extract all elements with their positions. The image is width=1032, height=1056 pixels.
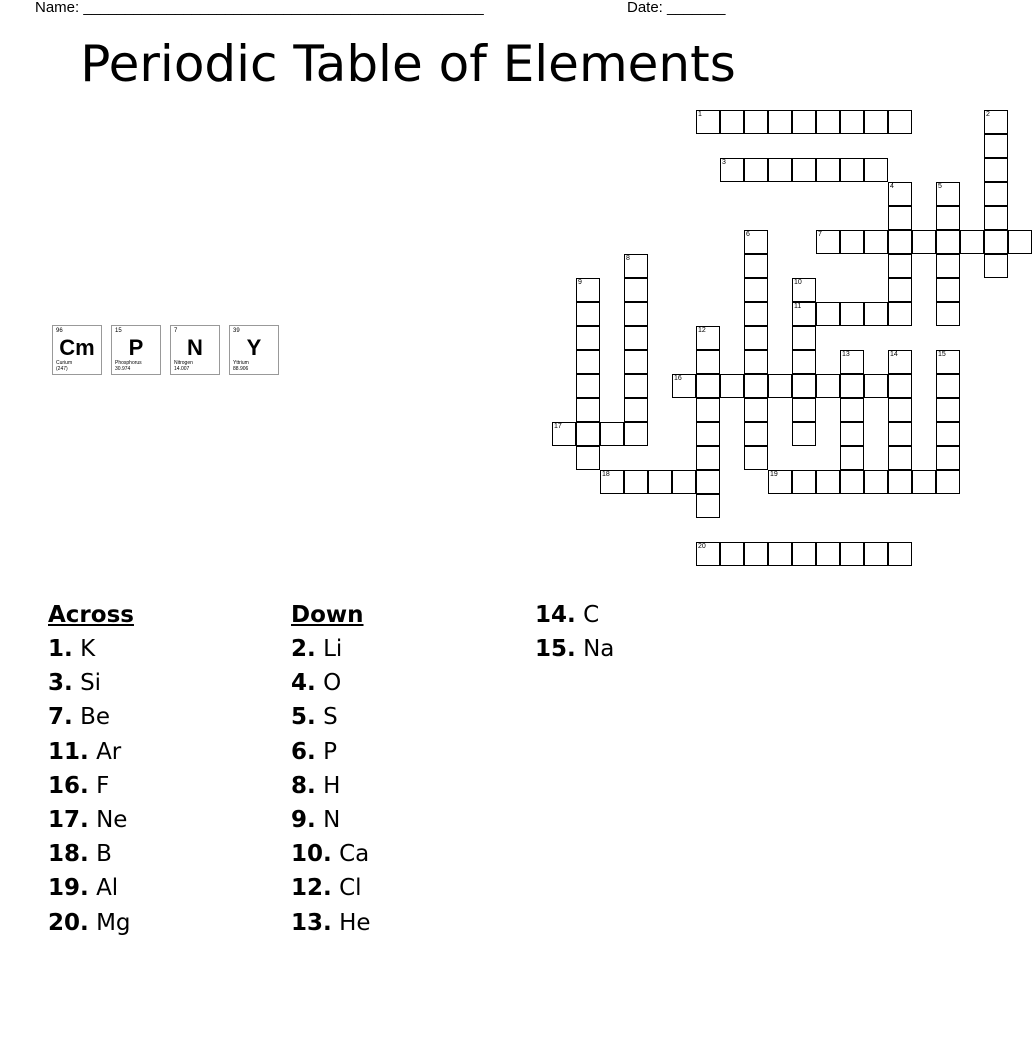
grid-cell[interactable] — [624, 374, 648, 398]
clue-text: Na — [583, 636, 615, 663]
grid-cell[interactable] — [744, 398, 768, 422]
atomic-mass: 14.007 — [174, 366, 190, 372]
clue-item — [48, 735, 288, 769]
grid-cell[interactable] — [600, 470, 624, 494]
clue-number: 9 — [578, 279, 582, 286]
grid-cell[interactable] — [984, 206, 1008, 230]
grid-cell[interactable] — [720, 374, 744, 398]
grid-cell[interactable] — [864, 110, 888, 134]
clue-label: 14. — [535, 602, 576, 628]
element-name: Phosphorus — [115, 360, 142, 366]
grid-cell[interactable] — [792, 398, 816, 422]
grid-cell[interactable] — [792, 110, 816, 134]
grid-cell[interactable] — [840, 446, 864, 470]
grid-cell[interactable] — [744, 542, 768, 566]
clue-text: N — [323, 806, 341, 833]
clue-label: 5. — [291, 704, 316, 731]
grid-cell[interactable] — [816, 158, 840, 182]
clue-item — [48, 666, 288, 700]
grid-cell[interactable] — [696, 326, 720, 350]
clue-text: Al — [96, 875, 119, 902]
grid-cell[interactable] — [576, 398, 600, 422]
grid-cell[interactable] — [816, 542, 840, 566]
clue-text: K — [80, 636, 96, 662]
element-tile — [52, 325, 102, 375]
clue-item — [535, 632, 775, 666]
grid-cell[interactable] — [816, 110, 840, 134]
clue-text: O — [323, 670, 342, 697]
grid-cell[interactable] — [576, 446, 600, 470]
grid-cell[interactable] — [888, 422, 912, 446]
grid-cell[interactable] — [840, 542, 864, 566]
grid-cell[interactable] — [1008, 230, 1032, 254]
grid-cell[interactable] — [696, 398, 720, 422]
clue-label: 20. — [48, 909, 89, 936]
grid-cell[interactable] — [888, 110, 912, 134]
clue-number: 4 — [890, 183, 894, 190]
grid-cell[interactable] — [888, 206, 912, 230]
grid-cell[interactable] — [936, 206, 960, 230]
grid-cell[interactable] — [744, 110, 768, 134]
grid-cell[interactable] — [696, 110, 720, 134]
clue-label: 11. — [48, 738, 89, 765]
grid-cell[interactable] — [744, 230, 768, 254]
clue-label: 9. — [291, 806, 316, 833]
grid-cell[interactable] — [888, 398, 912, 422]
grid-cell[interactable] — [768, 158, 792, 182]
clue-number: 2 — [986, 111, 990, 118]
clue-label: 15. — [535, 636, 576, 663]
clue-text: B — [96, 841, 112, 868]
clue-number: 3 — [722, 159, 726, 166]
grid-cell[interactable] — [888, 470, 912, 494]
clue-number: 5 — [938, 183, 942, 190]
grid-cell[interactable] — [936, 446, 960, 470]
grid-cell[interactable] — [984, 182, 1008, 206]
element-symbol: Y — [246, 335, 262, 360]
element-tile — [170, 325, 220, 375]
clue-label: 18. — [48, 841, 89, 868]
atomic-number: 96 — [56, 328, 63, 334]
grid-cell[interactable] — [792, 158, 816, 182]
atomic-mass: (247) — [56, 366, 68, 372]
clue-item — [535, 598, 775, 632]
grid-cell[interactable] — [984, 254, 1008, 278]
atomic-number: 15 — [115, 328, 122, 334]
grid-cell[interactable] — [960, 230, 984, 254]
grid-cell[interactable] — [624, 350, 648, 374]
atomic-number: 39 — [233, 328, 240, 334]
element-name: Nitrogen — [174, 360, 193, 366]
grid-cell[interactable] — [576, 422, 600, 446]
grid-cell[interactable] — [720, 158, 744, 182]
clue-item — [291, 700, 531, 734]
grid-cell[interactable] — [864, 302, 888, 326]
clue-text: Cl — [339, 875, 362, 902]
grid-cell[interactable] — [816, 230, 840, 254]
grid-cell[interactable] — [840, 158, 864, 182]
grid-cell[interactable] — [864, 230, 888, 254]
clue-number: 20 — [698, 543, 706, 550]
grid-cell[interactable] — [576, 278, 600, 302]
clue-label: 3. — [48, 670, 73, 697]
grid-cell[interactable] — [744, 350, 768, 374]
across-heading: Across — [48, 602, 134, 628]
grid-cell[interactable] — [624, 278, 648, 302]
clue-number: 15 — [938, 351, 946, 358]
grid-cell[interactable] — [744, 158, 768, 182]
grid-cell[interactable] — [744, 422, 768, 446]
element-symbol: Cm — [59, 335, 95, 360]
down-heading: Down — [291, 602, 364, 628]
grid-cell[interactable] — [624, 470, 648, 494]
grid-cell[interactable] — [888, 278, 912, 302]
clue-item — [48, 632, 288, 666]
clue-label: 13. — [291, 909, 332, 936]
clue-text: Si — [80, 670, 102, 697]
grid-cell[interactable] — [840, 398, 864, 422]
grid-cell[interactable] — [936, 398, 960, 422]
grid-cell[interactable] — [840, 302, 864, 326]
clue-label: 6. — [291, 738, 316, 765]
clue-label: 1. — [48, 636, 73, 662]
atomic-mass: 88.906 — [233, 366, 249, 372]
grid-cell[interactable] — [840, 350, 864, 374]
clue-item — [48, 906, 288, 940]
clue-number: 1 — [698, 111, 702, 118]
clue-text: Ca — [339, 841, 370, 868]
grid-cell[interactable] — [840, 110, 864, 134]
element-name: Curium — [56, 360, 73, 366]
clue-text: Ar — [96, 738, 122, 765]
clue-item — [291, 803, 531, 837]
grid-cell[interactable] — [720, 110, 744, 134]
grid-cell[interactable] — [936, 254, 960, 278]
grid-cell[interactable] — [888, 374, 912, 398]
clue-number: 12 — [698, 327, 706, 334]
clue-item — [48, 769, 288, 803]
clue-text: Mg — [96, 909, 131, 936]
grid-cell[interactable] — [936, 350, 960, 374]
clue-item — [291, 735, 531, 769]
grid-cell[interactable] — [624, 302, 648, 326]
grid-cell[interactable] — [696, 446, 720, 470]
grid-cell[interactable] — [696, 422, 720, 446]
grid-cell[interactable] — [888, 350, 912, 374]
grid-cell[interactable] — [864, 542, 888, 566]
grid-cell[interactable] — [984, 158, 1008, 182]
grid-cell[interactable] — [744, 446, 768, 470]
down-clues-continued — [535, 598, 775, 666]
grid-cell[interactable] — [576, 302, 600, 326]
grid-cell[interactable] — [936, 302, 960, 326]
grid-cell[interactable] — [936, 470, 960, 494]
grid-cell[interactable] — [912, 470, 936, 494]
clue-number: 8 — [626, 255, 630, 262]
clue-item — [291, 837, 531, 871]
grid-cell[interactable] — [576, 326, 600, 350]
clue-item — [48, 837, 288, 871]
down-clues — [291, 598, 531, 940]
clue-text: H — [323, 772, 341, 799]
clue-number: 18 — [602, 471, 610, 478]
grid-cell[interactable] — [720, 542, 744, 566]
grid-cell[interactable] — [984, 134, 1008, 158]
grid-cell[interactable] — [696, 494, 720, 518]
clue-text: S — [323, 704, 338, 731]
grid-cell[interactable] — [576, 350, 600, 374]
grid-cell[interactable] — [600, 422, 624, 446]
grid-cell[interactable] — [552, 422, 576, 446]
clue-number: 19 — [770, 471, 778, 478]
clue-text: Li — [323, 636, 343, 662]
grid-cell[interactable] — [888, 230, 912, 254]
clue-item — [48, 803, 288, 837]
grid-cell[interactable] — [792, 302, 816, 326]
clue-number: 17 — [554, 423, 562, 430]
clue-label: 4. — [291, 670, 316, 697]
grid-cell[interactable] — [792, 542, 816, 566]
clue-label: 12. — [291, 875, 332, 902]
grid-cell[interactable] — [624, 326, 648, 350]
grid-cell[interactable] — [744, 302, 768, 326]
element-tile — [229, 325, 279, 375]
clue-label: 16. — [48, 772, 89, 799]
grid-cell[interactable] — [888, 254, 912, 278]
grid-cell[interactable] — [624, 398, 648, 422]
grid-cell[interactable] — [936, 422, 960, 446]
grid-cell[interactable] — [576, 374, 600, 398]
grid-cell[interactable] — [936, 278, 960, 302]
grid-cell[interactable] — [840, 230, 864, 254]
grid-cell[interactable] — [696, 350, 720, 374]
grid-cell[interactable] — [696, 470, 720, 494]
clue-item — [291, 666, 531, 700]
grid-cell[interactable] — [696, 374, 720, 398]
grid-cell[interactable] — [936, 374, 960, 398]
clue-item — [48, 871, 288, 905]
grid-cell[interactable] — [792, 470, 816, 494]
clue-text: Be — [80, 704, 110, 731]
grid-cell[interactable] — [840, 374, 864, 398]
grid-cell[interactable] — [888, 446, 912, 470]
grid-cell[interactable] — [840, 470, 864, 494]
grid-cell[interactable] — [864, 158, 888, 182]
element-tiles — [52, 325, 282, 375]
grid-cell[interactable] — [768, 110, 792, 134]
grid-cell[interactable] — [744, 326, 768, 350]
grid-cell[interactable] — [888, 542, 912, 566]
clue-item — [291, 871, 531, 905]
grid-cell[interactable] — [624, 254, 648, 278]
grid-cell[interactable] — [984, 110, 1008, 134]
grid-cell[interactable] — [888, 182, 912, 206]
grid-cell[interactable] — [672, 470, 696, 494]
name-field[interactable]: Name: ________________________________________________ — [35, 0, 484, 16]
across-clues — [48, 598, 288, 940]
grid-cell[interactable] — [936, 182, 960, 206]
grid-cell[interactable] — [816, 302, 840, 326]
grid-cell[interactable] — [696, 542, 720, 566]
grid-cell[interactable] — [792, 350, 816, 374]
grid-cell[interactable] — [792, 278, 816, 302]
grid-cell[interactable] — [792, 422, 816, 446]
grid-cell[interactable] — [672, 374, 696, 398]
clue-item — [291, 769, 531, 803]
grid-cell[interactable] — [912, 230, 936, 254]
clue-label: 19. — [48, 875, 89, 902]
clue-text: F — [96, 772, 110, 799]
page-title: Periodic Table of Elements — [80, 35, 736, 93]
grid-cell[interactable] — [816, 374, 840, 398]
grid-cell[interactable] — [792, 326, 816, 350]
element-tile — [111, 325, 161, 375]
clue-number: 6 — [746, 231, 750, 238]
clue-number: 10 — [794, 279, 802, 286]
grid-cell[interactable] — [864, 470, 888, 494]
clue-number: 13 — [842, 351, 850, 358]
clue-text: C — [583, 602, 600, 628]
grid-cell[interactable] — [768, 470, 792, 494]
clue-number: 7 — [818, 231, 822, 238]
grid-cell[interactable] — [816, 470, 840, 494]
element-symbol: P — [128, 335, 144, 360]
grid-cell[interactable] — [984, 230, 1008, 254]
clue-label: 17. — [48, 806, 89, 833]
grid-cell[interactable] — [744, 278, 768, 302]
clue-label: 10. — [291, 841, 332, 868]
clue-number: 14 — [890, 351, 898, 358]
clue-item — [291, 632, 531, 666]
grid-cell[interactable] — [864, 374, 888, 398]
date-field[interactable]: Date: _______ — [627, 0, 726, 16]
clue-label: 2. — [291, 636, 316, 662]
clue-label: 7. — [48, 704, 73, 731]
grid-cell[interactable] — [624, 422, 648, 446]
clue-item — [291, 906, 531, 940]
grid-cell[interactable] — [648, 470, 672, 494]
clue-item — [48, 700, 288, 734]
grid-cell[interactable] — [792, 374, 816, 398]
clue-label: 8. — [291, 772, 316, 799]
clue-number: 11 — [794, 303, 802, 310]
grid-cell[interactable] — [744, 374, 768, 398]
grid-cell[interactable] — [744, 254, 768, 278]
clue-text: Ne — [96, 806, 128, 833]
grid-cell[interactable] — [768, 542, 792, 566]
element-symbol: N — [187, 335, 203, 360]
grid-cell[interactable] — [936, 230, 960, 254]
clue-text: P — [323, 738, 337, 765]
element-name: Yttrium — [233, 360, 249, 366]
atomic-mass: 30.974 — [115, 366, 131, 372]
clue-text: He — [339, 909, 371, 936]
grid-cell[interactable] — [888, 302, 912, 326]
grid-cell[interactable] — [840, 422, 864, 446]
clue-number: 16 — [674, 375, 682, 382]
grid-cell[interactable] — [768, 374, 792, 398]
atomic-number: 7 — [174, 328, 178, 334]
